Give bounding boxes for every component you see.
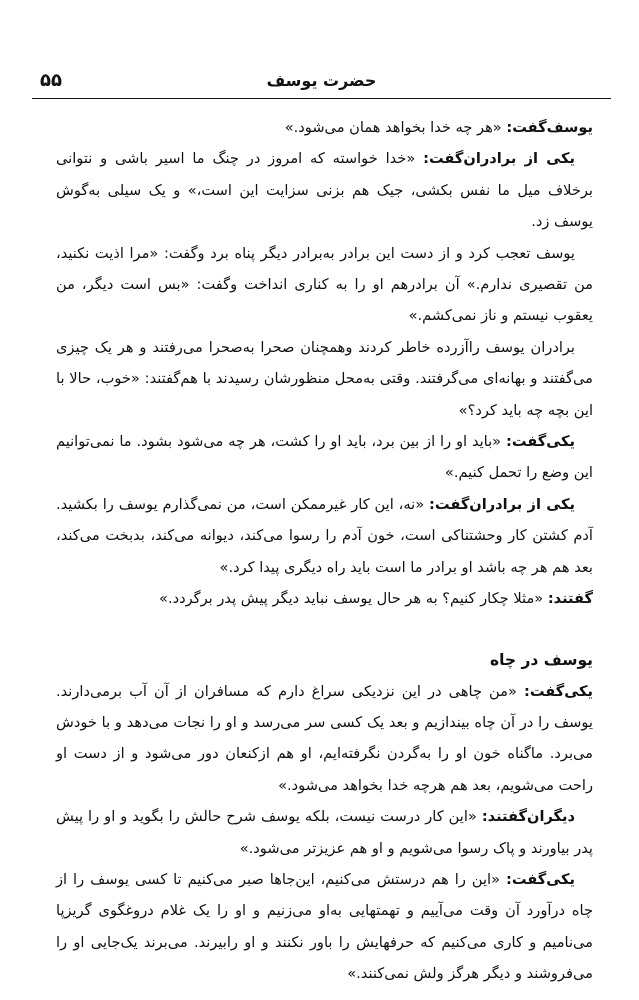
paragraph — [56, 864, 593, 990]
speaker-label: یوسف‌گفت: — [506, 119, 593, 136]
speaker-label: یکی‌گفت: — [505, 870, 575, 888]
paragraph-text: «نه، این کار غیرممکن است، من نمی‌گذارم یوسف را بکشید. آدم کشتن کار وحشتناکی است، خون آدم را رسوا می‌کند، دیوانه می‌کند، بدبخت می‌کند، بعد هم هر چه باشد او برادر ما است باید راه دیگری پیدا کرد.» — [56, 495, 593, 576]
page-number: ۵۵ — [40, 70, 62, 91]
speaker-label: یکی‌گفت: — [523, 682, 593, 700]
paragraph — [56, 238, 593, 332]
speaker-label: یکی‌گفت: — [505, 433, 575, 451]
paragraph-text: «مثلا چکار کنیم؟ به هر حال یوسف نباید دیگر پیش پدر برگردد.» — [159, 590, 548, 608]
paragraph — [56, 112, 593, 143]
speaker-label: گفتند: — [547, 590, 593, 608]
paragraph — [56, 801, 593, 864]
speaker-label: یکی از برادران‌گفت: — [423, 150, 576, 168]
paragraph-text: «این را هم درستش می‌کنیم، این‌جاها صبر می‌کنیم تا کسی یوسف را از چاه درآورد آن وقت می‌آییم و تهمتهایی به‌او می‌زنیم و او را یک غلام دروغگوی گریزپا می‌نامیم و کاری می‌کنیم که حرفهایش را باور نکنند و او رابیرند. می‌برند یک‌جایی او را می‌فروشند و دیگر هرگز ولش نمی‌کنند.» — [56, 870, 593, 983]
paragraph-text: برادران یوسف راآزرده خاطر کردند وهمچنان صحرا به‌صحرا می‌رفتند و هر یک چیزی می‌گفتند و بهانه‌ای می‌گرفتند. وقتی به‌محل منظورشان رسیدند با هم‌گفتند: «خوب، حالا با این بچه چه باید کرد؟» — [56, 338, 593, 419]
paragraph-text: «خدا خواسته که امروز در چنگ ما اسیر باشی و نتوانی برخلاف میل ما نفس بکشی، جیک هم بزنی سزایت این است،» و یک سیلی به‌گوش یوسف زد. — [56, 150, 593, 231]
paragraph-text: «باید او را از بین برد، باید او را کشت، هر چه می‌شود بشود. ما نمی‌توانیم این وضع را تحمل کنیم.» — [56, 433, 593, 482]
paragraph — [56, 676, 593, 802]
speaker-label: یکی از برادران‌گفت: — [429, 495, 575, 513]
header-rule — [32, 98, 611, 99]
page-header — [32, 66, 611, 96]
running-title: حضرت یوسف — [266, 71, 377, 90]
speaker-label: دیگران‌گفتند: — [481, 808, 575, 826]
paragraph-text: «این کار درست نیست، بلکه یوسف شرح حالش را بگوید و او را پیش پدر بیاورند و پاک رسوا می‌شویم و او هم عزیزتر می‌شود.» — [56, 808, 593, 857]
paragraph — [56, 332, 593, 426]
paragraph-text: «هر چه خدا بخواهد همان می‌شود.» — [284, 119, 507, 136]
paragraph — [56, 143, 593, 237]
page-body — [56, 112, 593, 990]
paragraph-text: «من چاهی در این نزدیکی سراغ دارم که مسافران از آن آب برمی‌دارند. یوسف را در آن چاه بیندازیم و بعد یک کسی سر می‌رسد و او را نجات می‌دهد و با خودش می‌برد. ماگناه خون او را به‌گردن نگرفته‌ایم، او هم ازکنعان دور می‌شود و از دست او راحت می‌شویم، بعد هم هرچه خدا بخواهد می‌شود.» — [56, 682, 593, 794]
paragraph — [56, 583, 593, 614]
section-title: یوسف در چاه — [489, 650, 593, 669]
paragraph — [56, 489, 593, 583]
paragraph-text: یوسف تعجب کرد و از دست این برادر به‌برادر دیگر پناه برد وگفت: «مرا اذیت نکنید، من تقصیری ندارم.» آن برادرهم او را به کناری انداخت وگفت: «بس است دیگر، من یعقوب نیستم و ناز نمی‌کشم.» — [56, 244, 593, 325]
paragraph — [56, 426, 593, 489]
